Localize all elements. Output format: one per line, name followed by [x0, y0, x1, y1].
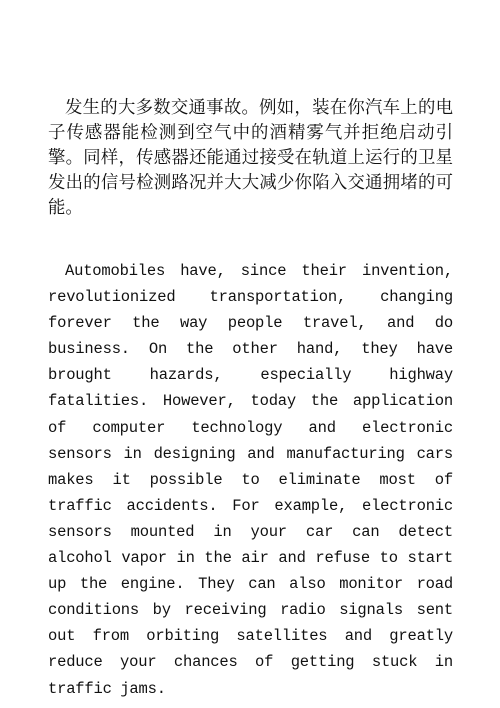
chinese-paragraph: 发生的大多数交通事故。例如，装在你汽车上的电子传感器能检测到空气中的酒精雾气并拒绝启动引擎。同样，传感器还能通过接受在轨道上运行的卫星发出的信号检测路况并大大减少你陷入交通拥堵的可能。: [48, 98, 453, 218]
english-paragraph: Automobiles have, since their invention, revolutionized transportation, changing forever the way people travel, and do business. On the other hand, they have brought hazards, especially highway fatalities. However, today the application of computer technology and electronic sensors in designing and manufacturing cars makes it possible to eliminate most of traffic accidents. For example, electronic sensors mounted in your car can detect alcohol vapor in the air and refuse to start up the engine. They can also monitor road conditions by receiving radio signals sent out from orbiting satellites and greatly reduce your chances of getting stuck in traffic jams.: [48, 262, 453, 698]
